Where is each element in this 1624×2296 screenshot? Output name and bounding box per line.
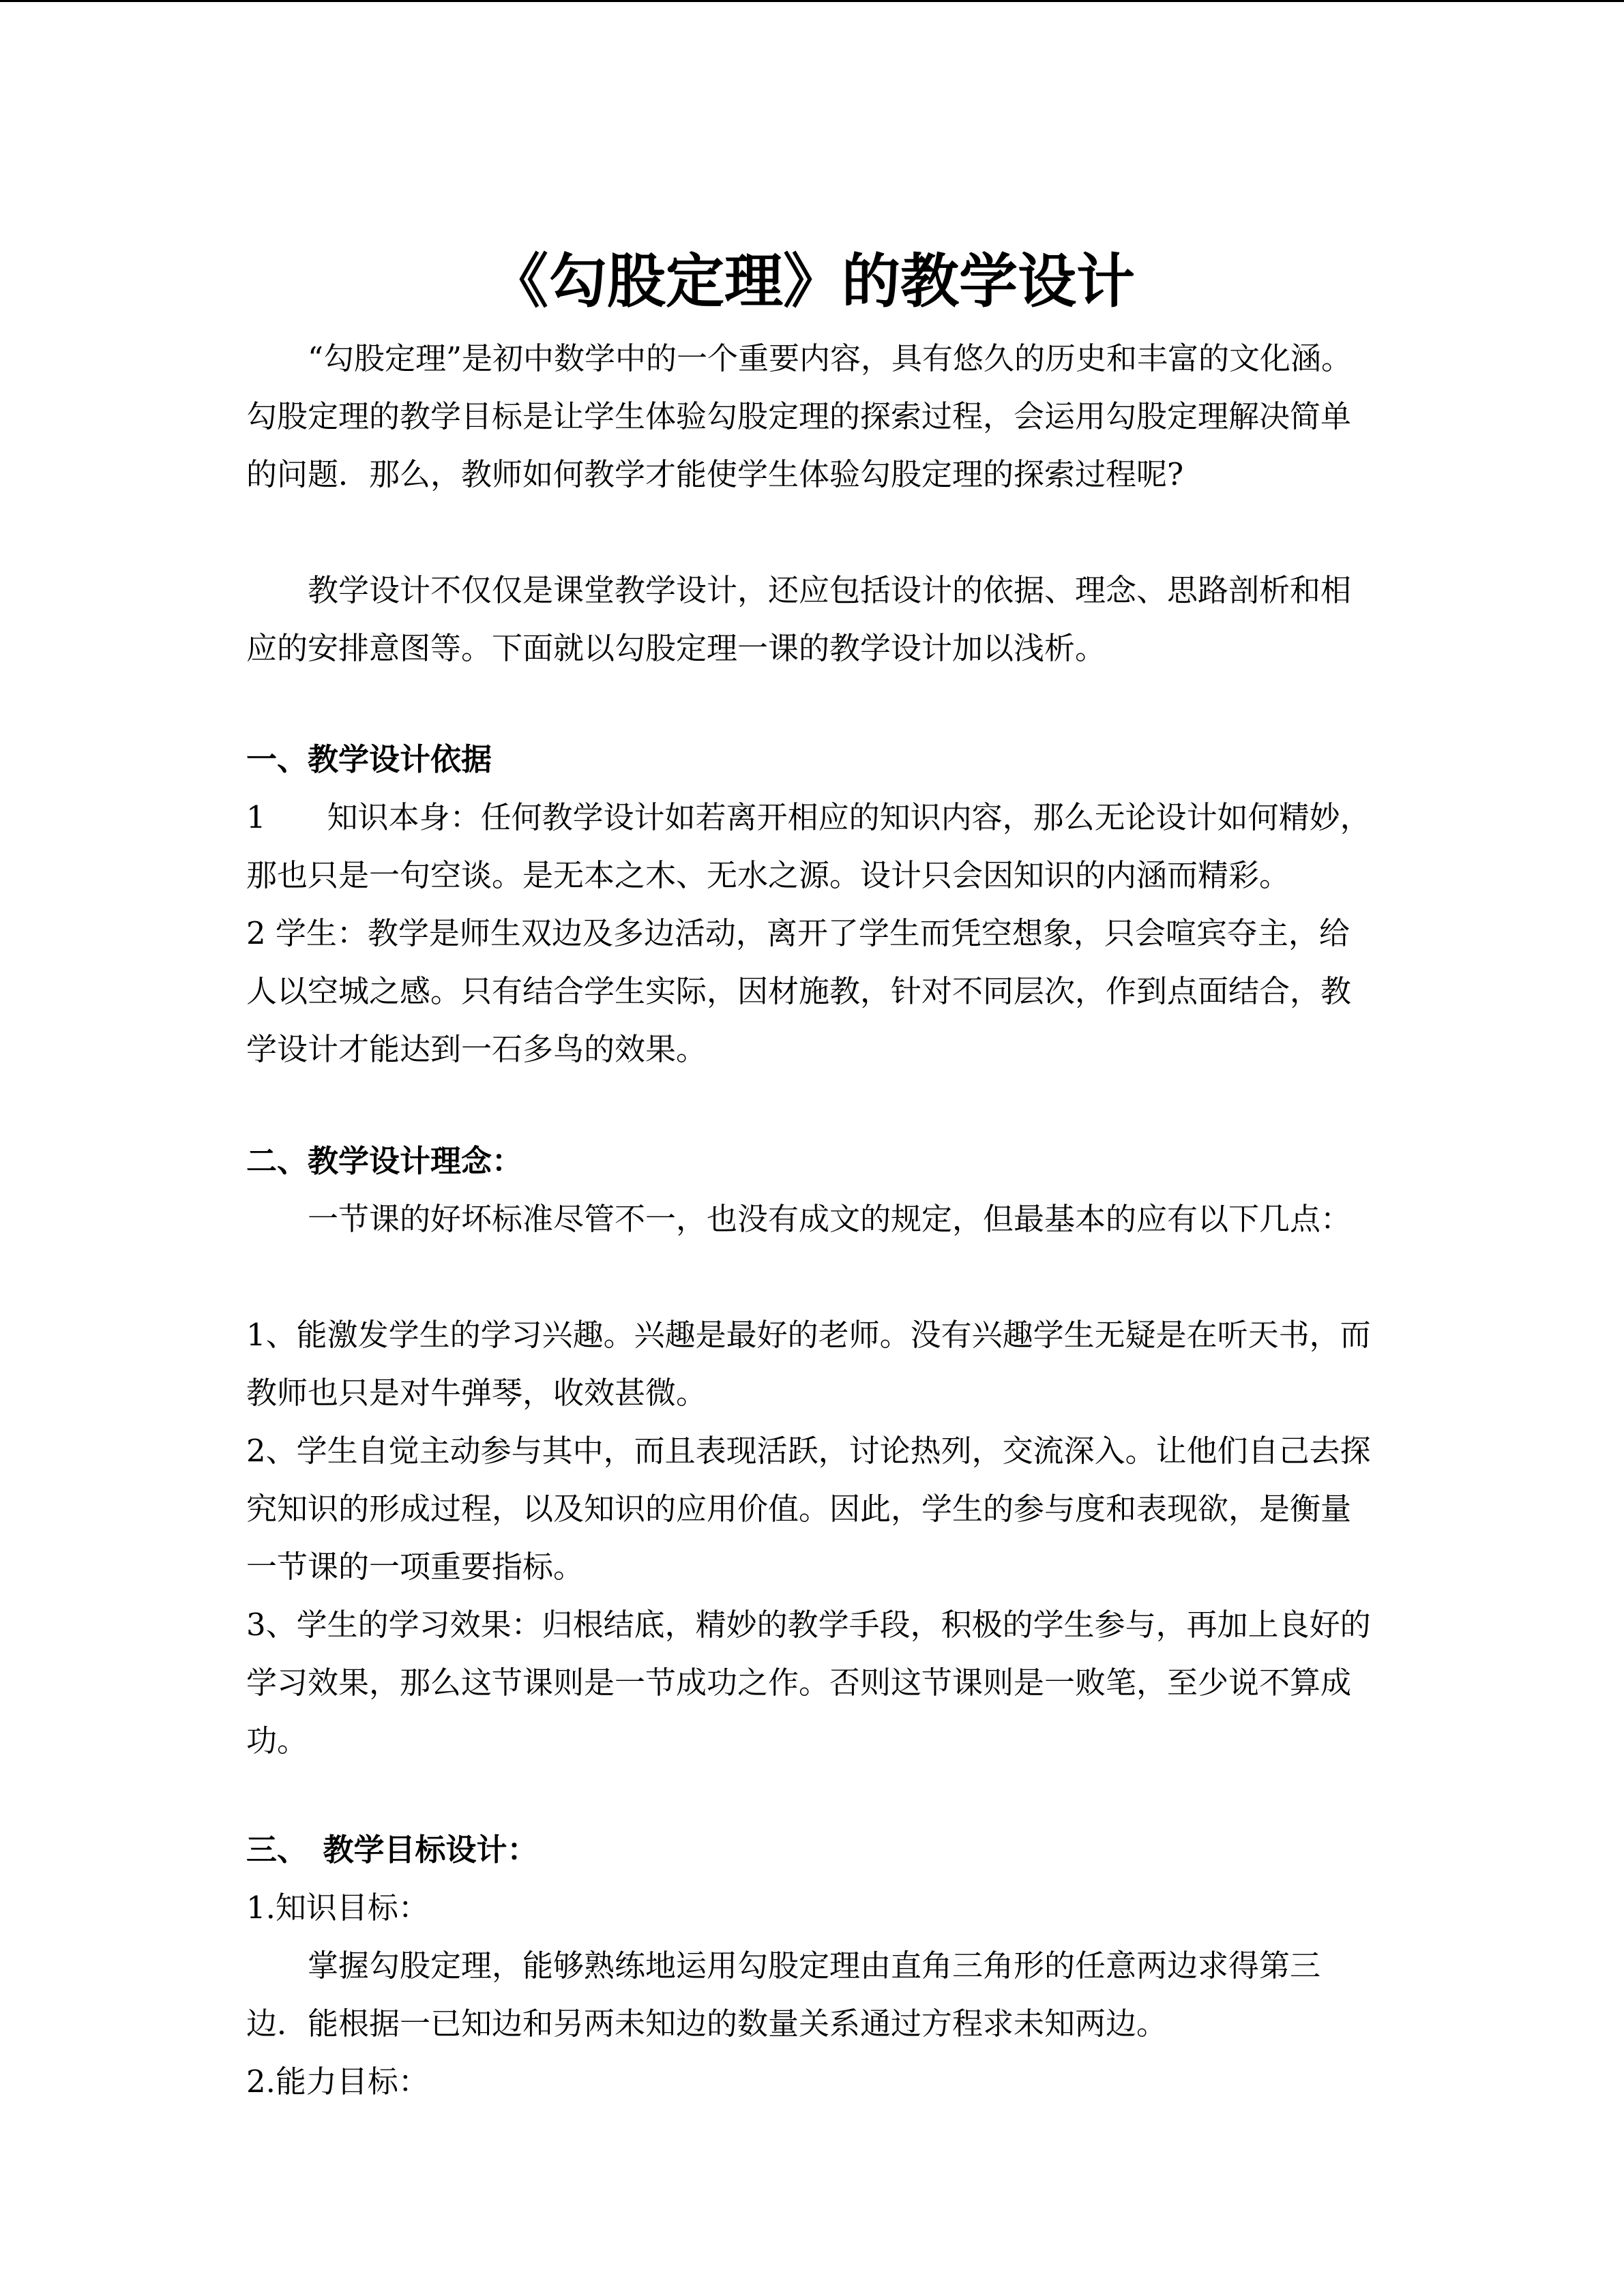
- section-2-heading: 二、教学设计理念：: [246, 1143, 523, 1179]
- section-3-heading: 三、 教学目标设计：: [246, 1832, 538, 1868]
- intro-paragraph-2: 教学设计不仅仅是课堂教学设计，还应包括设计的依据、理念、思路剖析和相应的安排意图等。下面就以勾股定理一课的教学设计加以浅析。: [246, 572, 1352, 666]
- knowledge-goal-text: 掌握勾股定理，能够熟练地运用勾股定理由直角三角形的任意两边求得第三边．能根据一已知边和另两未知边的数量关系通过方程求未知两边。: [246, 1948, 1321, 2042]
- document-title: 《勾股定理》的教学设计: [490, 247, 1135, 316]
- section-2-point-1: 1、能激发学生的学习兴趣。兴趣是最好的老师。没有兴趣学生无疑是在听天书，而教师也只是对牛弹琴，收效甚微。: [246, 1317, 1371, 1411]
- intro-paragraph-1: “勾股定理”是初中数学中的一个重要内容，具有悠久的历史和丰富的文化涵。勾股定理的教学目标是让学生体验勾股定理的探索过程，会运用勾股定理解决简单的问题．那么，教师如何教学才能使学生体验勾股定理的探索过程呢?: [246, 340, 1353, 492]
- section-1-heading: 一、教学设计依据: [246, 741, 492, 777]
- section-2-intro: 一节课的好坏标准尽管不一，也没有成文的规定，但最基本的应有以下几点：: [308, 1201, 1352, 1237]
- page-top-border: [0, 0, 1624, 2]
- ability-goal-label: 2.能力目标：: [246, 2063, 429, 2100]
- section-1-body: 1 知识本身：任何教学设计如若离开相应的知识内容，那么无论设计如何精妙，那也只是一句空谈。是无本之木、无水之源。设计只会因知识的内涵而精彩。 2 学生：教学是师生双边及多边活动，离开了学生而凭空想象，只会喧宾夺主，给人以空城之感。只有结合学生实际，因材施教，针对不同层次，作到点面结合，教学设计才能达到一石多鸟的效果。: [246, 799, 1490, 1067]
- knowledge-goal-label: 1.知识目标：: [246, 1890, 429, 1926]
- section-2-point-3: 3、学生的学习效果：归根结底，精妙的教学手段，积极的学生参与，再加上良好的学习效果，那么这节课则是一节成功之作。否则这节课则是一败笔，至少说不算成功。: [246, 1607, 1371, 1759]
- section-2-point-2: 2、学生自觉主动参与其中，而且表现活跃，讨论热列，交流深入。让他们自己去探究知识的形成过程，以及知识的应用价值。因此，学生的参与度和表现欲，是衡量一节课的一项重要指标。: [246, 1433, 1371, 1585]
